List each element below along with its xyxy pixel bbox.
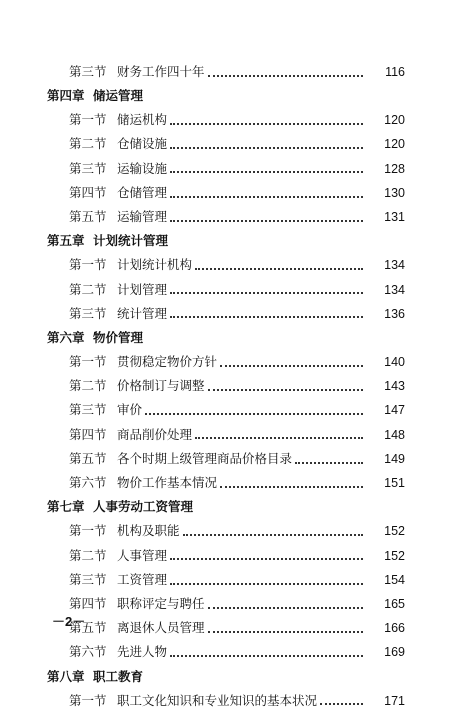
section-page-number: 130	[384, 185, 405, 200]
dot-leader	[320, 702, 363, 705]
dot-leader	[195, 267, 363, 270]
section-page-number: 152	[384, 548, 405, 563]
toc-section-entry	[0, 641, 450, 665]
section-title: 贯彻稳定物价方针	[117, 354, 218, 370]
section-page-number: 128	[384, 161, 405, 176]
dot-leader	[145, 412, 363, 415]
section-title: 职称评定与聘任	[117, 595, 205, 611]
dot-leader	[208, 606, 363, 609]
section-title: 仓储管理	[117, 184, 168, 200]
dot-leader	[295, 461, 363, 464]
section-number: 第一节	[69, 523, 107, 539]
section-title: 职工文化知识和专业知识的基本状况	[117, 692, 318, 708]
section-number: 第四节	[69, 595, 107, 611]
section-number: 第四节	[69, 184, 107, 200]
dot-leader	[170, 219, 363, 222]
section-number: 第三节	[69, 571, 107, 587]
dot-leader	[208, 630, 363, 633]
section-title: 物价工作基本情况	[117, 475, 218, 491]
section-title: 价格制订与调整	[117, 378, 205, 394]
dot-leader	[183, 533, 363, 536]
section-page-number: 134	[384, 258, 405, 273]
section-number: 第二节	[69, 547, 107, 563]
toc-section-entry	[0, 520, 450, 544]
dot-leader	[170, 122, 363, 125]
toc-chapter-heading	[0, 84, 450, 108]
toc-section-entry	[0, 133, 450, 157]
dot-leader	[170, 315, 363, 318]
section-title: 仓储设施	[117, 136, 168, 152]
toc-section-entry	[0, 302, 450, 326]
section-number: 第六节	[69, 475, 107, 491]
chapter-title: 储运管理	[93, 88, 144, 104]
section-title: 离退休人员管理	[117, 620, 205, 636]
section-number: 第二节	[69, 378, 107, 394]
page-number-footer: －2－	[52, 614, 86, 629]
section-number: 第三节	[69, 402, 107, 418]
section-title: 统计管理	[117, 305, 168, 321]
section-number: 第五节	[69, 620, 107, 636]
toc-section-entry	[0, 108, 450, 132]
section-page-number: 165	[384, 596, 405, 611]
toc-section-entry	[0, 254, 450, 278]
section-page-number: 151	[384, 476, 405, 491]
toc-section-entry	[0, 447, 450, 471]
section-page-number: 116	[385, 64, 405, 79]
section-page-number: 152	[384, 524, 405, 539]
dot-leader	[220, 485, 363, 488]
section-title: 机构及职能	[117, 523, 180, 539]
toc-section-entry	[0, 471, 450, 495]
section-number: 第二节	[69, 136, 107, 152]
section-number: 第五节	[69, 208, 107, 224]
section-number: 第一节	[69, 692, 107, 708]
section-number: 第五节	[69, 450, 107, 466]
section-number: 第一节	[69, 112, 107, 128]
section-title: 运输管理	[117, 208, 168, 224]
section-title: 运输设施	[117, 160, 168, 176]
section-page-number: 134	[384, 282, 405, 297]
section-page-number: 171	[384, 693, 405, 708]
chapter-title: 物价管理	[93, 329, 144, 345]
toc-section-entry	[0, 350, 450, 374]
section-page-number: 169	[384, 645, 405, 660]
section-page-number: 147	[384, 403, 405, 418]
section-title: 工资管理	[117, 571, 168, 587]
chapter-title: 计划统计管理	[93, 233, 169, 249]
toc-chapter-heading	[0, 229, 450, 253]
dot-leader	[170, 582, 363, 585]
toc-section-entry	[0, 205, 450, 229]
toc-section-entry	[0, 157, 450, 181]
section-page-number: 154	[384, 572, 405, 587]
section-number: 第三节	[69, 63, 107, 79]
section-page-number: 120	[384, 113, 405, 128]
section-number: 第一节	[69, 257, 107, 273]
section-number: 第六节	[69, 644, 107, 660]
section-page-number: 120	[384, 137, 405, 152]
section-number: 第三节	[69, 160, 107, 176]
section-title: 财务工作四十年	[117, 63, 205, 79]
chapter-number: 第八章	[47, 668, 85, 684]
section-page-number: 166	[384, 621, 405, 636]
section-title: 人事管理	[117, 547, 168, 563]
dot-leader	[170, 291, 363, 294]
section-title: 商品削价处理	[117, 426, 193, 442]
chapter-number: 第七章	[47, 499, 85, 515]
chapter-number: 第六章	[47, 329, 85, 345]
chapter-title: 职工教育	[93, 668, 144, 684]
section-title: 审价	[117, 402, 143, 418]
section-page-number: 136	[384, 306, 405, 321]
section-number: 第二节	[69, 281, 107, 297]
section-page-number: 143	[384, 379, 405, 394]
section-page-number: 131	[384, 209, 405, 224]
toc-section-entry	[0, 278, 450, 302]
chapter-number: 第五章	[47, 233, 85, 249]
section-title: 各个时期上级管理商品价格目录	[117, 450, 293, 466]
section-number: 第四节	[69, 426, 107, 442]
chapter-title: 人事劳动工资管理	[93, 499, 194, 515]
toc-section-entry	[0, 399, 450, 423]
toc-section-entry	[0, 689, 450, 713]
dot-leader	[170, 170, 363, 173]
toc-section-entry	[0, 423, 450, 447]
dot-leader	[195, 436, 363, 439]
toc-chapter-heading	[0, 326, 450, 350]
section-title: 先进人物	[117, 644, 168, 660]
toc-section-entry	[0, 568, 450, 592]
section-page-number: 148	[384, 427, 405, 442]
toc-chapter-heading	[0, 665, 450, 689]
section-number: 第一节	[69, 354, 107, 370]
dot-leader	[208, 388, 363, 391]
section-title: 计划管理	[117, 281, 168, 297]
dot-leader	[220, 364, 363, 367]
toc-section-entry	[0, 544, 450, 568]
section-page-number: 140	[384, 355, 405, 370]
section-title: 计划统计机构	[117, 257, 193, 273]
dot-leader	[208, 74, 363, 77]
chapter-number: 第四章	[47, 88, 85, 104]
toc-section-entry	[0, 181, 450, 205]
toc-chapter-heading	[0, 495, 450, 519]
dot-leader	[170, 195, 363, 198]
toc-section-entry	[0, 60, 450, 84]
section-number: 第三节	[69, 305, 107, 321]
dot-leader	[170, 557, 363, 560]
section-page-number: 149	[384, 451, 405, 466]
section-title: 储运机构	[117, 112, 168, 128]
dot-leader	[170, 146, 363, 149]
toc-section-entry	[0, 374, 450, 398]
